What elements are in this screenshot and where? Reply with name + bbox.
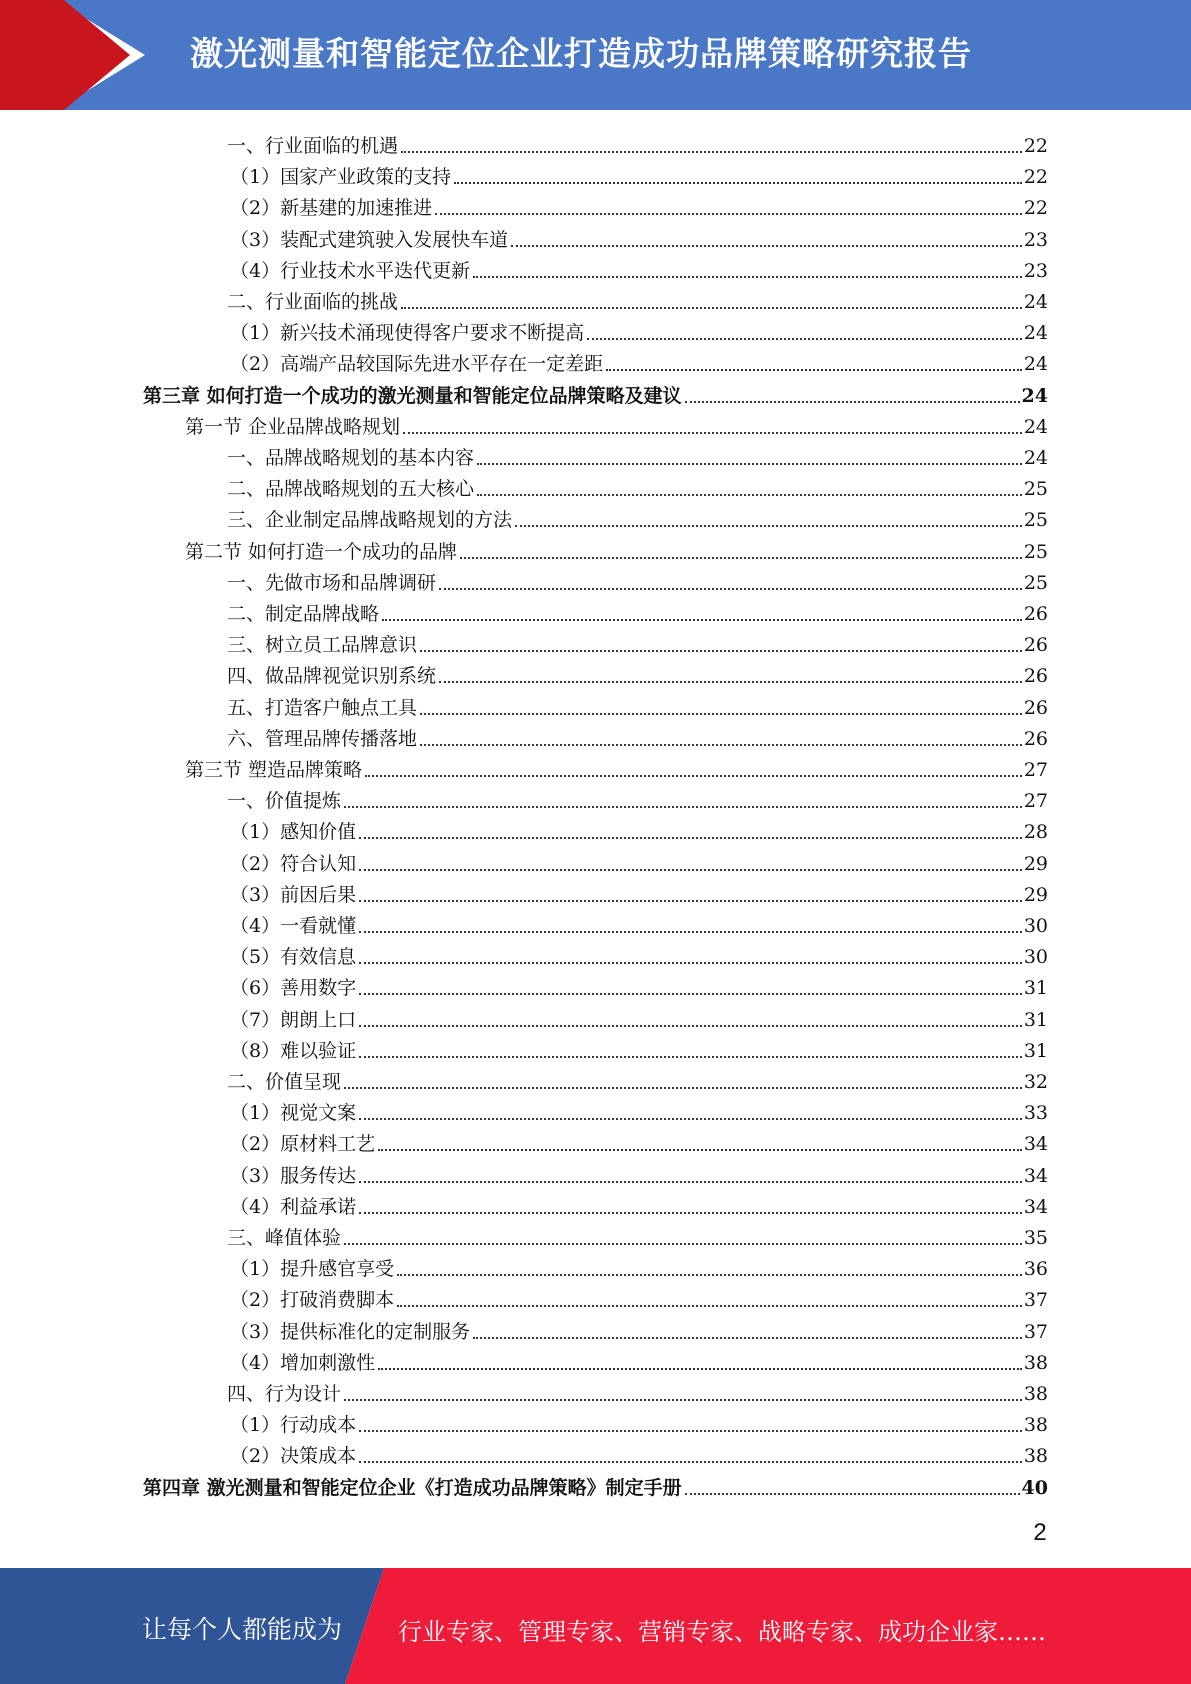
toc-entry xyxy=(230,221,1048,252)
toc-entry-page: 25 xyxy=(1023,540,1048,563)
toc-leader-dots xyxy=(685,400,1020,403)
toc-entry-title: 二、行业面临的挑战 xyxy=(227,291,399,313)
toc-entry-page: 26 xyxy=(1023,696,1048,719)
toc-leader-dots xyxy=(378,1367,1022,1370)
toc-entry-page: 26 xyxy=(1023,727,1048,750)
toc-entry xyxy=(227,439,1048,470)
toc-entry-title: （2）打破消费脚本 xyxy=(230,1289,395,1312)
toc-entry-title: （4）行业技术水平迭代更新 xyxy=(230,259,471,282)
toc-entry-page: 37 xyxy=(1023,1320,1048,1343)
toc-entry-page: 38 xyxy=(1023,1351,1048,1374)
toc-entry-page: 23 xyxy=(1023,228,1048,251)
toc-entry xyxy=(230,158,1048,189)
toc-entry-title: 五、打造客户触点工具 xyxy=(227,696,418,719)
toc-entry-page: 27 xyxy=(1023,759,1048,781)
toc-entry-page: 37 xyxy=(1023,1289,1048,1312)
toc-leader-dots xyxy=(359,930,1022,933)
toc-entry-title: （7）朗朗上口 xyxy=(230,1008,357,1031)
toc-entry-title: 一、先做市场和品牌调研 xyxy=(227,571,437,594)
page-number: 2 xyxy=(1033,1519,1047,1546)
toc-entry-title: 一、品牌战略规划的基本内容 xyxy=(227,447,475,469)
toc-entry xyxy=(227,720,1048,751)
toc-entry-title: （3）提供标准化的定制服务 xyxy=(230,1320,471,1343)
toc-entry-title: （1）感知价值 xyxy=(230,821,357,844)
toc-entry-title: （5）有效信息 xyxy=(230,946,357,969)
toc-leader-dots xyxy=(359,868,1022,871)
toc-entry xyxy=(227,1219,1048,1250)
toc-leader-dots xyxy=(420,743,1022,746)
toc-leader-dots xyxy=(435,212,1022,215)
page-header xyxy=(0,0,1191,110)
toc-leader-dots xyxy=(359,1180,1022,1183)
toc-leader-dots xyxy=(382,618,1022,621)
toc-entry xyxy=(230,907,1048,938)
toc-leader-dots xyxy=(344,1086,1022,1089)
toc-entry-page: 25 xyxy=(1023,509,1048,532)
toc-entry-page: 28 xyxy=(1023,821,1048,844)
toc-leader-dots xyxy=(359,1460,1022,1463)
toc-entry-page: 22 xyxy=(1023,166,1048,189)
toc-entry xyxy=(230,1250,1048,1281)
toc-entry-page: 40 xyxy=(1021,1476,1048,1499)
toc-leader-dots xyxy=(359,899,1022,902)
toc-entry xyxy=(227,501,1048,532)
toc-leader-dots xyxy=(460,556,1022,559)
toc-entry-page: 31 xyxy=(1023,1008,1048,1031)
toc-entry xyxy=(230,969,1048,1000)
toc-leader-dots xyxy=(473,1336,1022,1339)
toc-entry-title: （1）视觉文案 xyxy=(230,1102,357,1125)
toc-entry-title: （8）难以验证 xyxy=(230,1039,357,1062)
toc-entry xyxy=(230,1125,1048,1156)
toc-leader-dots xyxy=(403,431,1022,434)
toc-leader-dots xyxy=(359,1055,1022,1058)
toc-entry-page: 32 xyxy=(1023,1071,1048,1093)
toc-entry xyxy=(227,470,1048,501)
toc-leader-dots xyxy=(359,961,1022,964)
toc-entry-title: （2）决策成本 xyxy=(230,1445,357,1468)
toc-entry-page: 36 xyxy=(1023,1258,1048,1281)
toc-leader-dots xyxy=(359,1117,1022,1120)
toc-entry-page: 24 xyxy=(1023,291,1048,313)
toc-entry xyxy=(227,564,1048,595)
toc-entry-title: （3）装配式建筑驶入发展快车道 xyxy=(230,228,509,251)
toc-entry-title: （2）符合认知 xyxy=(230,852,357,875)
toc-entry xyxy=(227,1375,1048,1406)
toc-entry-title: 三、峰值体验 xyxy=(227,1227,342,1249)
toc-entry-page: 26 xyxy=(1023,603,1048,625)
toc-entry-page: 29 xyxy=(1023,883,1048,906)
toc-entry-page: 31 xyxy=(1023,1039,1048,1062)
toc-leader-dots xyxy=(477,462,1022,465)
toc-entry-title: 二、品牌战略规划的五大核心 xyxy=(227,478,475,501)
report-title: 激光测量和智能定位企业打造成功品牌策略研究报告 xyxy=(190,34,972,73)
toc-entry-title: 三、树立员工品牌意识 xyxy=(227,634,418,657)
toc-leader-dots xyxy=(344,1398,1022,1401)
toc-entry-title: （1）新兴技术涌现使得客户要求不断提高 xyxy=(230,322,585,345)
toc-entry-title: （1）行动成本 xyxy=(230,1414,357,1437)
toc-entry-title: 六、管理品牌传播落地 xyxy=(227,727,418,750)
toc-entry xyxy=(227,595,1048,626)
toc-entry-title: 四、行为设计 xyxy=(227,1383,342,1405)
toc-entry-page: 38 xyxy=(1023,1414,1048,1437)
toc-entry-title: 第三节 塑造品牌策略 xyxy=(185,759,363,781)
toc-leader-dots xyxy=(344,1242,1022,1245)
toc-leader-dots xyxy=(454,181,1022,184)
toc-leader-dots xyxy=(401,306,1022,309)
toc-entry-title: （1）国家产业政策的支持 xyxy=(230,166,452,189)
toc-leader-dots xyxy=(397,1304,1022,1307)
toc-entry-title: （2）高端产品较国际先进水平存在一定差距 xyxy=(230,353,604,376)
toc-entry xyxy=(230,1313,1048,1344)
toc-entry xyxy=(227,1063,1048,1094)
toc-entry xyxy=(227,782,1048,813)
toc-leader-dots xyxy=(401,150,1022,153)
toc-entry xyxy=(230,189,1048,220)
toc-entry-title: 三、企业制定品牌战略规划的方法 xyxy=(227,509,513,532)
toc-entry-page: 24 xyxy=(1023,322,1048,345)
toc-chapter-entry xyxy=(143,1469,1048,1500)
toc-leader-dots xyxy=(359,1429,1022,1432)
toc-entry xyxy=(230,1157,1048,1188)
toc-entry xyxy=(230,252,1048,283)
toc-entry-title: （3）前因后果 xyxy=(230,883,357,906)
toc-entry xyxy=(227,127,1048,158)
toc-entry xyxy=(230,1001,1048,1032)
toc-entry-page: 24 xyxy=(1023,447,1048,469)
toc-entry-page: 27 xyxy=(1023,790,1048,813)
toc-entry xyxy=(230,314,1048,345)
footer-slogan-left: 让每个人都能成为 xyxy=(142,1615,343,1644)
toc-entry-page: 22 xyxy=(1023,197,1048,220)
toc-leader-dots xyxy=(359,836,1022,839)
toc-entry-page: 24 xyxy=(1023,415,1048,438)
toc-entry-title: 一、价值提炼 xyxy=(227,790,342,813)
toc-entry-title: （3）服务传达 xyxy=(230,1164,357,1187)
toc-entry-title: 第三章 如何打造一个成功的激光测量和智能定位品牌策略及建议 xyxy=(143,384,682,407)
toc-leader-dots xyxy=(511,244,1022,247)
toc-entry-title: （2）新基建的加速推进 xyxy=(230,197,433,220)
toc-leader-dots xyxy=(359,992,1022,995)
toc-entry-page: 26 xyxy=(1023,634,1048,657)
toc-entry-page: 29 xyxy=(1023,852,1048,875)
toc-entry xyxy=(230,1437,1048,1468)
toc-leader-dots xyxy=(439,680,1022,683)
toc-entry xyxy=(185,533,1048,564)
toc-entry-page: 34 xyxy=(1023,1195,1048,1218)
toc-chapter-entry xyxy=(143,377,1048,408)
toc-entry xyxy=(227,283,1048,314)
toc-entry-title: 第二节 如何打造一个成功的品牌 xyxy=(185,540,458,563)
toc-entry xyxy=(227,626,1048,657)
toc-entry-page: 31 xyxy=(1023,977,1048,1000)
toc-entry-title: （2）原材料工艺 xyxy=(230,1133,376,1156)
toc-leader-dots xyxy=(515,524,1022,527)
toc-leader-dots xyxy=(359,1024,1022,1027)
toc-entry xyxy=(230,1406,1048,1437)
toc-entry-title: 二、价值呈现 xyxy=(227,1071,342,1093)
toc-entry xyxy=(230,1188,1048,1219)
toc-entry-page: 22 xyxy=(1023,135,1048,157)
toc-entry-page: 24 xyxy=(1023,353,1048,376)
toc-entry xyxy=(185,408,1048,439)
toc-entry-title: （4）增加刺激性 xyxy=(230,1351,376,1374)
toc-leader-dots xyxy=(359,1211,1022,1214)
toc-leader-dots xyxy=(365,774,1022,777)
toc-entry-page: 33 xyxy=(1023,1102,1048,1125)
toc-entry-page: 26 xyxy=(1023,665,1048,688)
toc-entry-page: 34 xyxy=(1023,1133,1048,1156)
toc-entry xyxy=(230,813,1048,844)
toc-entry-page: 38 xyxy=(1023,1383,1048,1405)
toc-entry-page: 38 xyxy=(1023,1445,1048,1468)
toc-entry-page: 34 xyxy=(1023,1164,1048,1187)
toc-entry xyxy=(227,657,1048,688)
toc-entry-title: 四、做品牌视觉识别系统 xyxy=(227,665,437,688)
toc-leader-dots xyxy=(420,712,1022,715)
toc-entry-page: 25 xyxy=(1023,478,1048,501)
toc-leader-dots xyxy=(439,587,1022,590)
toc-entry-page: 23 xyxy=(1023,259,1048,282)
toc-leader-dots xyxy=(397,1273,1022,1276)
toc-entry xyxy=(230,1032,1048,1063)
toc-entry xyxy=(185,751,1048,782)
toc-entry xyxy=(230,1094,1048,1125)
toc-entry-title: （1）提升感官享受 xyxy=(230,1258,395,1281)
toc-entry xyxy=(230,345,1048,376)
toc-leader-dots xyxy=(685,1492,1020,1495)
toc-entry-title: 一、行业面临的机遇 xyxy=(227,135,399,157)
toc-entry xyxy=(230,845,1048,876)
toc-leader-dots xyxy=(473,275,1022,278)
toc-leader-dots xyxy=(378,1148,1022,1151)
toc-leader-dots xyxy=(477,493,1022,496)
toc-entry xyxy=(227,689,1048,720)
toc-entry-page: 35 xyxy=(1023,1227,1048,1249)
page-footer xyxy=(0,1568,1191,1684)
toc-entry-page: 25 xyxy=(1023,571,1048,594)
toc-leader-dots xyxy=(344,805,1022,808)
toc-entry-title: 第一节 企业品牌战略规划 xyxy=(185,415,401,438)
toc-leader-dots xyxy=(420,649,1022,652)
toc-entry xyxy=(230,1344,1048,1375)
toc-entry-page: 30 xyxy=(1023,946,1048,969)
toc-entry-title: （4）一看就懂 xyxy=(230,915,357,937)
toc-entry-title: （6）善用数字 xyxy=(230,977,357,1000)
toc-entry-page: 24 xyxy=(1021,384,1048,407)
toc-entry xyxy=(230,1281,1048,1312)
toc-entry-title: 二、制定品牌战略 xyxy=(227,603,380,625)
toc-entry-title: 第四章 激光测量和智能定位企业《打造成功品牌策略》制定手册 xyxy=(143,1476,682,1499)
toc-entry-title: （4）利益承诺 xyxy=(230,1195,357,1218)
toc-entry-page: 30 xyxy=(1023,915,1048,937)
toc-leader-dots xyxy=(606,368,1022,371)
footer-slogan-right: 行业专家、管理专家、营销专家、战略专家、成功企业家…… xyxy=(398,1618,1046,1646)
toc-leader-dots xyxy=(587,337,1022,340)
toc-entry xyxy=(230,938,1048,969)
toc-entry xyxy=(230,876,1048,907)
